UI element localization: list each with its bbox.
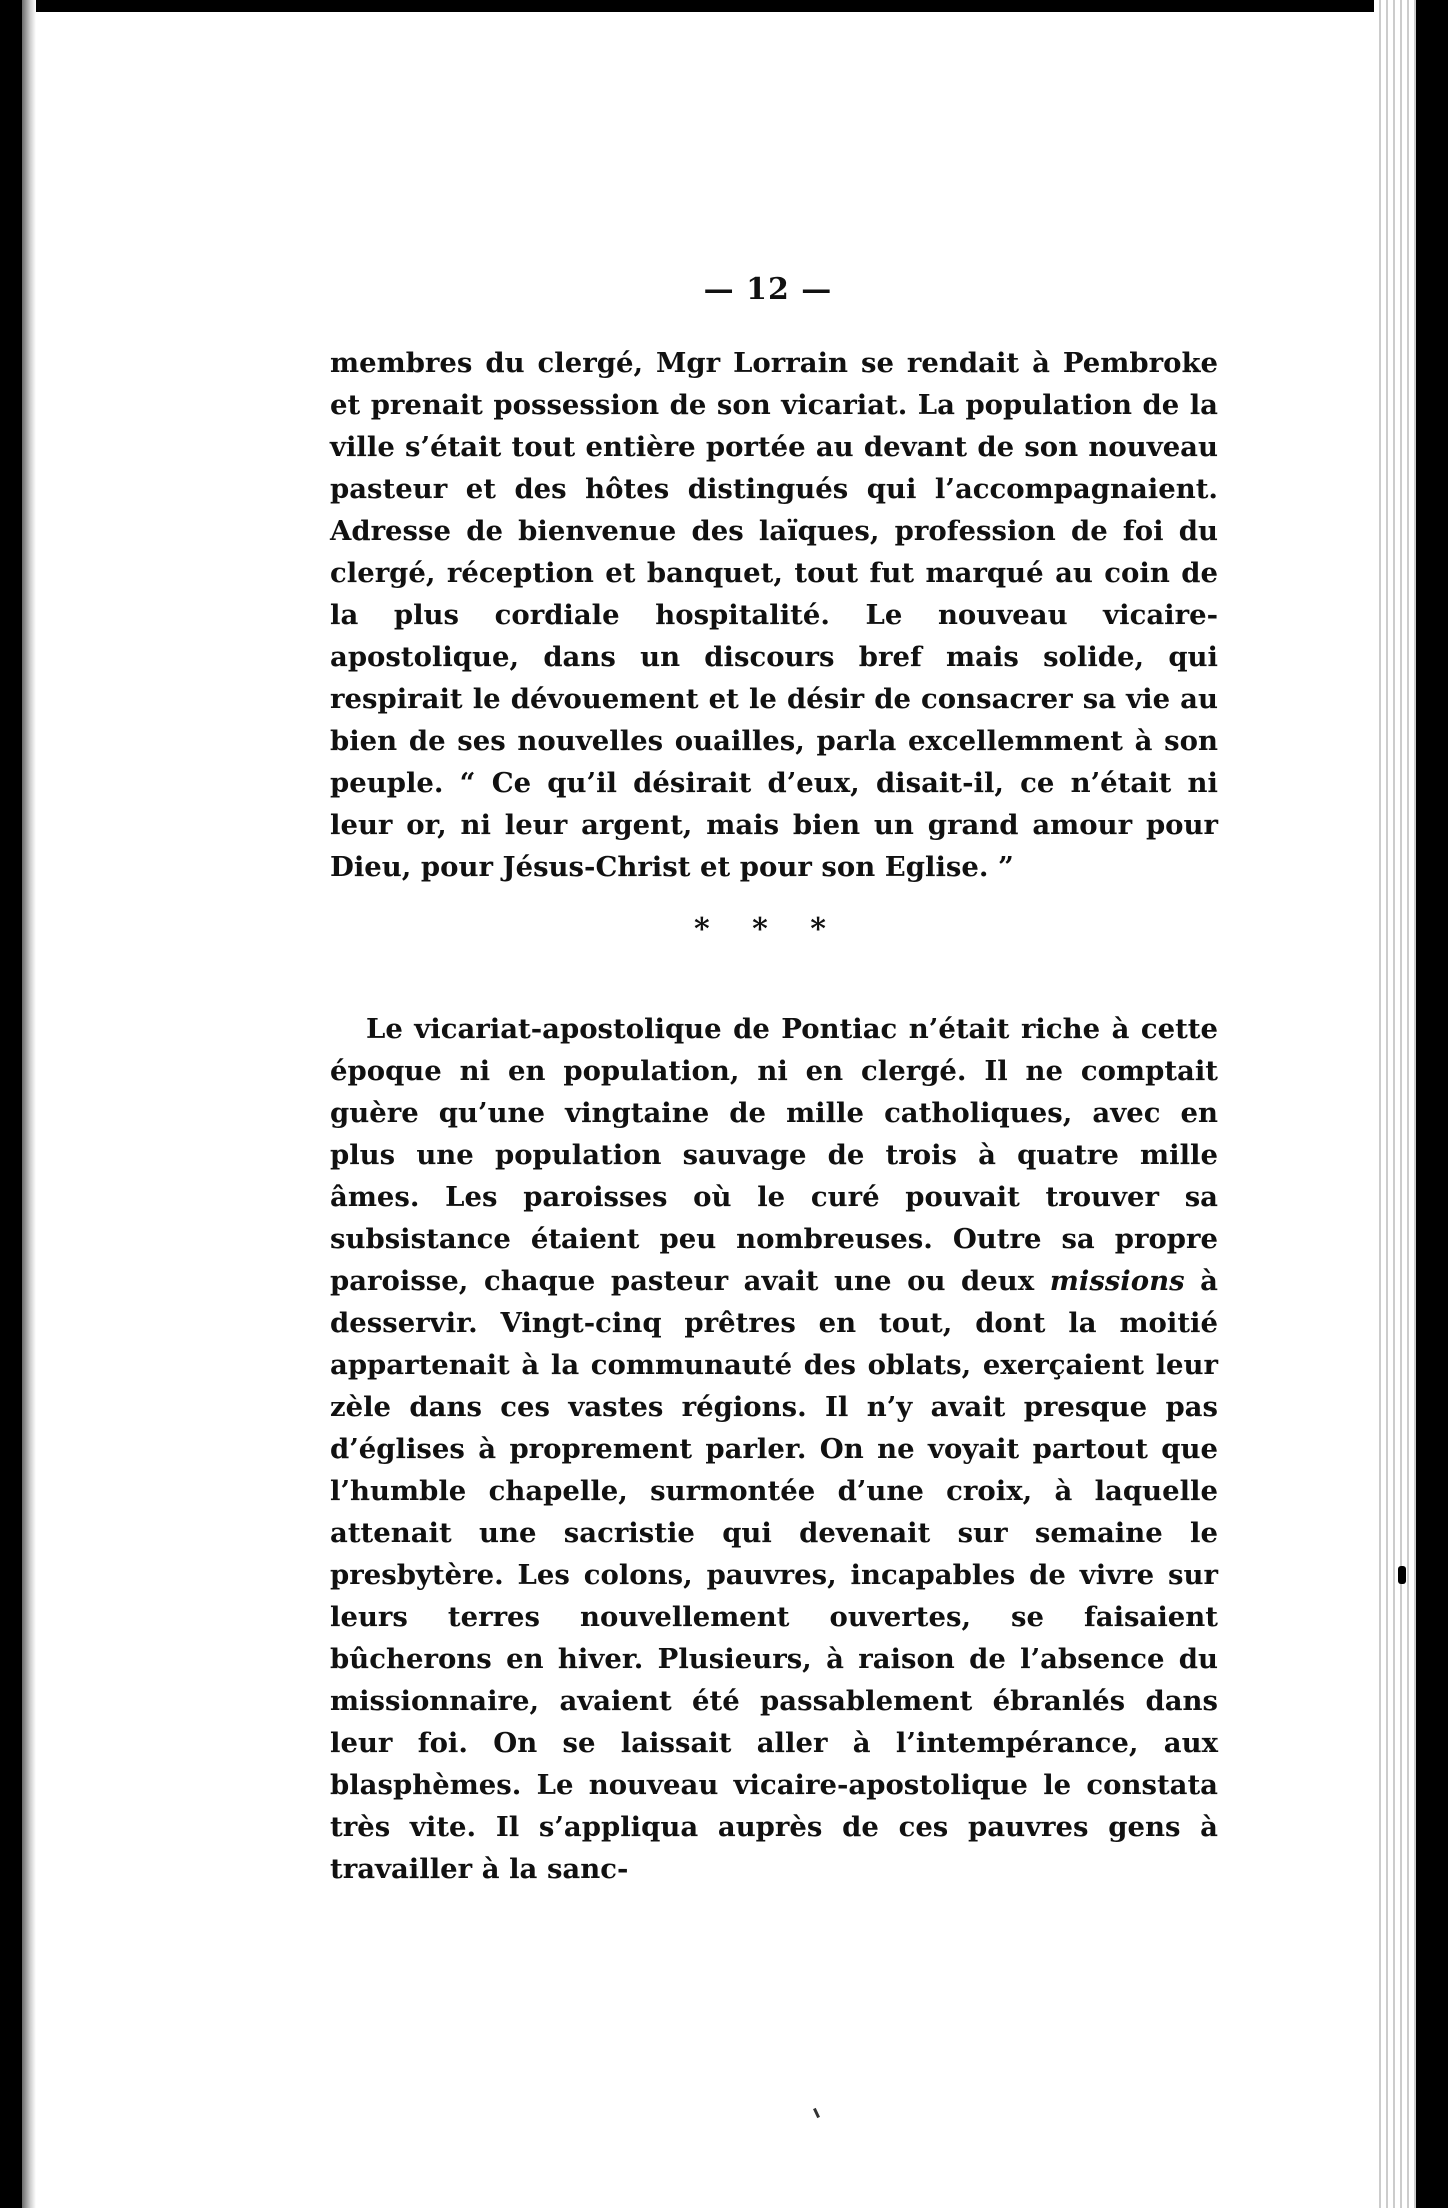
scan-top-border xyxy=(0,0,1448,12)
paragraph-2-text-end: à desservir. Vingt-cinq prêtres en tout, dont la moitié appartenait à la communauté des oblats, exerçaient leur zèle dans ces vastes régions. Il n’y avait presque pas d’églises à proprement parler. On ne voyait partout que l’humble chapelle, surmontée d’une croix, à laquelle attenait une sacristie qui devenait sur semaine le presbytère. Les colons, pauvres, incapables de vivre sur leurs terres nouvellement ouvertes, se faisaient bûcherons en hiver. Plusieurs, à raison de l’absence du missionnaire, avaient été passablement ébranlés dans leur foi. On se laissait aller à l’intempérance, aux blasphèmes. Le nouveau vicaire-apostolique le constata très vite. Il s’appliqua auprès de ces pauvres gens à travailler à la sanc- xyxy=(330,1265,1218,1885)
italic-word: missions xyxy=(1049,1265,1185,1297)
edge-mark xyxy=(1398,1566,1406,1584)
page-number: — 12 — xyxy=(703,272,833,307)
scan-left-border xyxy=(0,0,22,2208)
paragraph-1: membres du clergé, Mgr Lorrain se rendait à Pembroke et prenait possession de son vicariat. La population de la ville s’était tout entière portée au devant de son nouveau pasteur et des hôtes distingués qui l’accompagnaient. Adresse de bienvenue des laïques, profession de foi du clergé, réception et banquet, tout fut marqué au coin de la plus cordiale hospitalité. Le nouveau vicaire-apostolique, dans un discours bref mais solide, qui respirait le dévouement et le désir de consacrer sa vie au bien de ses nouvelles ouailles, parla excellemment à son peuple. “ Ce qu’il désirait d’eux, disait-il, ce n’était ni leur or, ni leur argent, mais bien un grand amour pour Dieu, pour Jésus-Christ et pour son Eglise. ” xyxy=(330,347,1218,883)
scan-right-border xyxy=(1416,0,1448,2208)
paragraph-2 xyxy=(330,1008,1218,1890)
section-separator: * * * xyxy=(694,912,842,947)
page-edges xyxy=(1374,0,1416,2208)
paragraph-2-text-start: Le vicariat-apostolique de Pontiac n’était riche à cette époque ni en population, ni en clergé. Il ne comptait guère qu’une vingtaine de mille catholiques, avec en plus une population sauvage de trois à quatre mille âmes. Les paroisses où le curé pouvait trouver sa subsistance étaient peu nombreuses. Outre sa propre paroisse, chaque pasteur avait une ou deux xyxy=(330,1013,1218,1297)
speck-mark xyxy=(813,2108,820,2118)
book-gutter-shadow xyxy=(22,0,36,2208)
